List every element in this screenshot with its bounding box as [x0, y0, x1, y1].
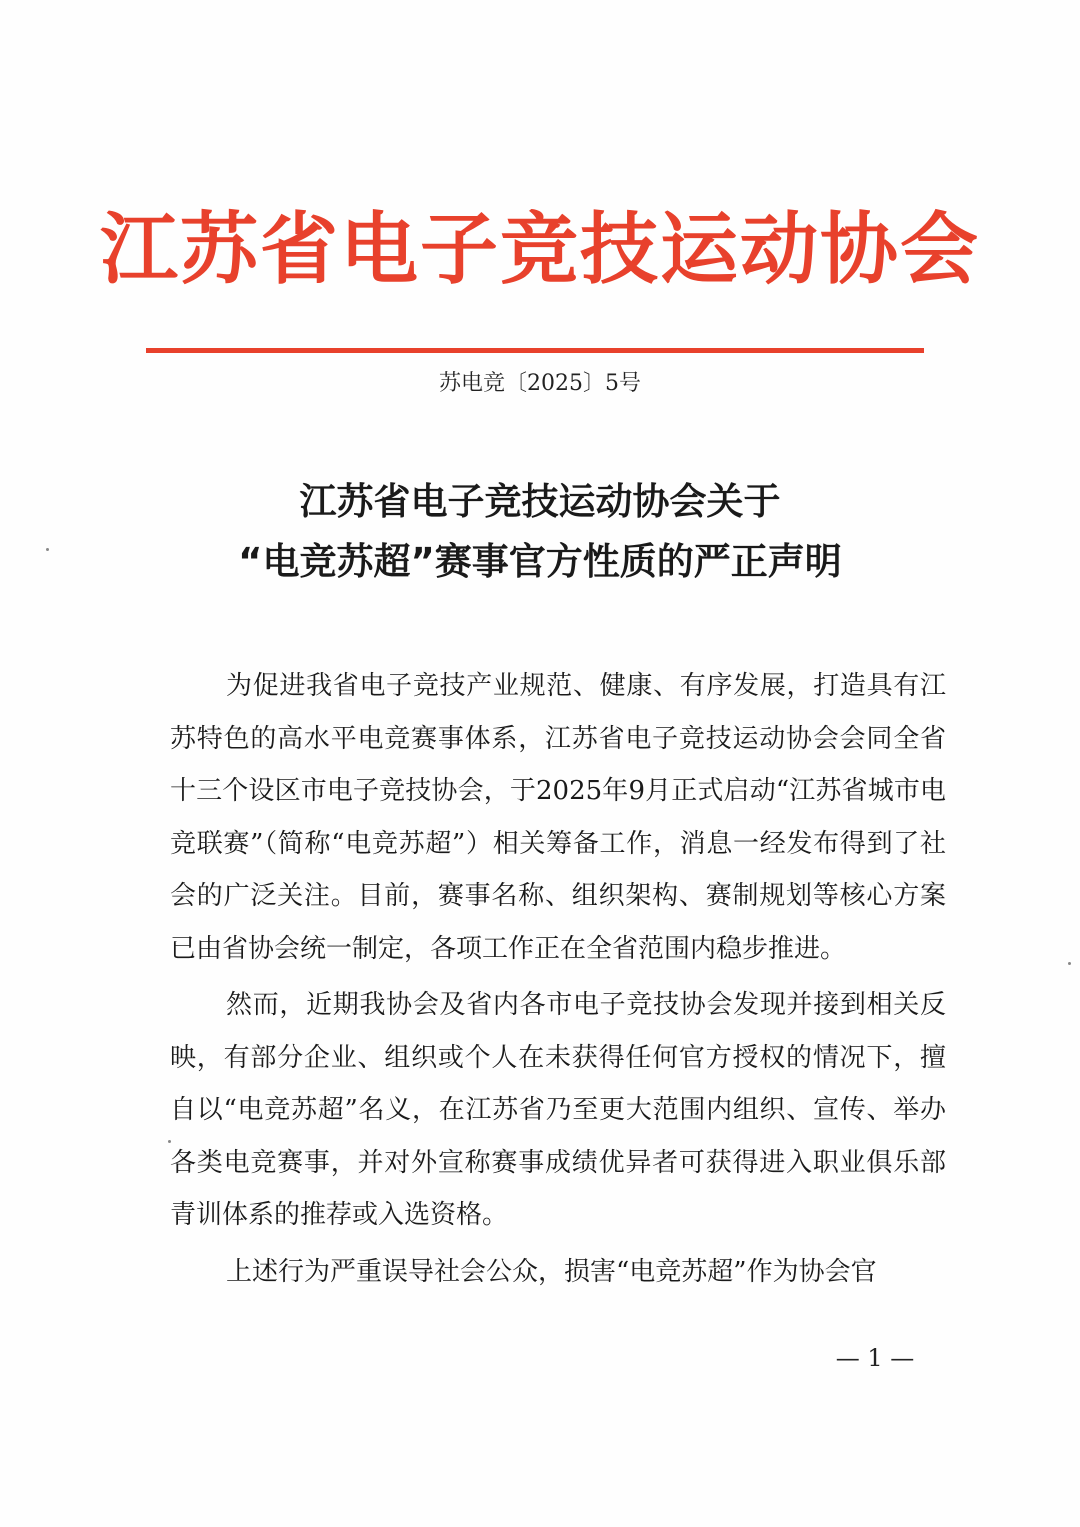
document-title-line-2: “电竞苏超”赛事官方性质的严正声明 — [238, 540, 842, 583]
header-red-rule — [146, 348, 924, 353]
body-paragraph-3: 上述行为严重误导社会公众，损害“电竞苏超”作为协会官 — [226, 1256, 877, 1287]
organization-header: 江苏省电子竞技运动协会 — [99, 205, 980, 295]
scan-speck — [1068, 962, 1071, 965]
body-paragraph-1: 为促进我省电子竞技产业规范、健康、有序发展，打造具有江苏特色的高水平电竞赛事体系，江苏省电子竞技运动协会会同全省十三个设区市电子竞技协会，于2025年9月正式启动“江苏省城市电竞联赛”（简称“电竞苏超”）相关筹备工作，消息一经发布得到了社会的广泛关注。目前，赛事名称、组织架构、赛制规划等核心方案已由省协会统一制定，各项工作正在全省范围内稳步推进。 — [170, 671, 946, 964]
scan-speck — [46, 548, 49, 551]
scan-speck — [168, 1140, 171, 1143]
document-body — [170, 660, 946, 1302]
document-title-line-1: 江苏省电子竞技运动协会关于 — [299, 480, 781, 523]
document-number: 苏电竞〔2025〕5号 — [439, 371, 641, 396]
body-paragraph-2: 然而，近期我协会及省内各市电子竞技协会发现并接到相关反映，有部分企业、组织或个人在未获得任何官方授权的情况下，擅自以“电竞苏超”名义，在江苏省乃至更大范围内组织、宣传、举办各类电竞赛事，并对外宣称赛事成绩优异者可获得进入职业俱乐部青训体系的推荐或入选资格。 — [170, 990, 946, 1230]
document-title — [0, 472, 1080, 592]
page-number: — 1 — — [835, 1344, 915, 1372]
